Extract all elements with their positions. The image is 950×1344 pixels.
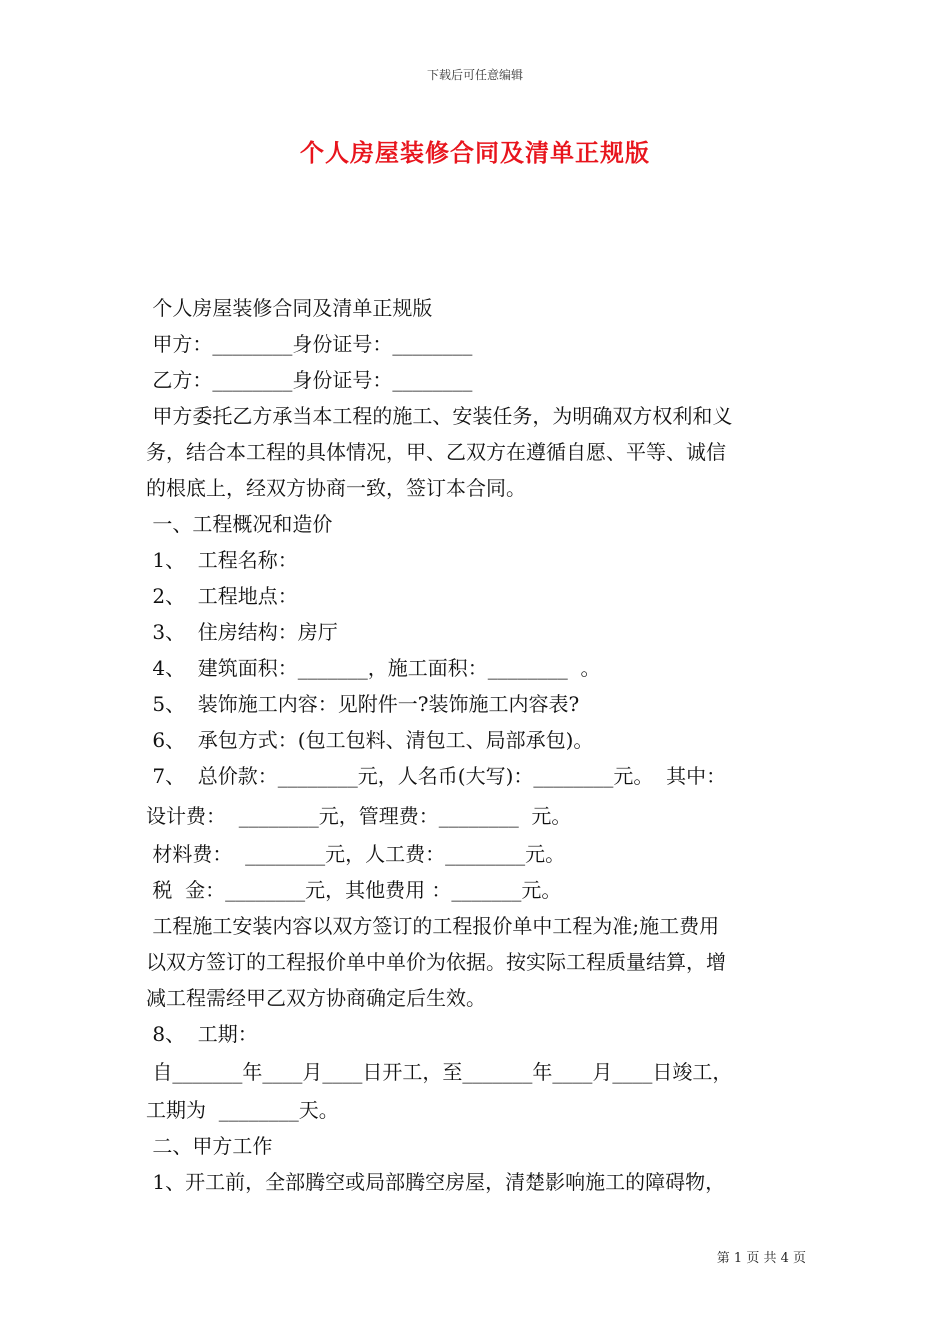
body-line: 5、 装饰施工内容：见附件一?装饰施工内容表? bbox=[146, 692, 580, 716]
body-line: 4、 建筑面积：_______，施工面积：________ 。 bbox=[146, 656, 601, 680]
body-line: 的根底上，经双方协商一致，签订本合同。 bbox=[146, 476, 526, 500]
section-heading: 一、工程概况和造价 bbox=[146, 512, 333, 536]
body-line: 甲方：________身份证号：________ bbox=[146, 332, 473, 356]
body-line: 工程施工安装内容以双方签订的工程报价单中工程为准;施工费用 bbox=[146, 914, 720, 938]
body-line: 6、 承包方式：(包工包料、清包工、局部承包)。 bbox=[146, 728, 594, 752]
body-line: 甲方委托乙方承当本工程的施工、安装任务，为明确双方权利和义 bbox=[146, 404, 733, 428]
body-line: 税 金：________元，其他费用 ：_______元。 bbox=[146, 878, 562, 902]
body-line: 设计费： ________元，管理费：________ 元。 bbox=[146, 804, 572, 828]
body-line: 自_______年____月____日开工，至_______年____月____日竣工， bbox=[146, 1060, 733, 1084]
body-line: 3、 住房结构：房厅 bbox=[146, 620, 338, 644]
page-footer: 第 1 页 共 4 页 bbox=[716, 1251, 806, 1266]
body-line: 乙方：________身份证号：________ bbox=[146, 368, 473, 392]
body-line: 7、 总价款：________元，人名币(大写)：________元。 其中： bbox=[146, 764, 727, 788]
body-line: 2、 工程地点： bbox=[146, 584, 298, 608]
body-line: 个人房屋装修合同及清单正规版 bbox=[146, 296, 433, 320]
body-line: 工期为 ________天。 bbox=[146, 1098, 339, 1122]
body-line: 减工程需经甲乙双方协商确定后生效。 bbox=[146, 986, 486, 1010]
body-line: 1、开工前，全部腾空或局部腾空房屋，清楚影响施工的障碍物， bbox=[146, 1170, 726, 1194]
body-line: 务，结合本工程的具体情况，甲、乙双方在遵循自愿、平等、诚信 bbox=[146, 440, 726, 464]
header-note: 下载后可任意编辑 bbox=[426, 68, 523, 82]
body-line: 材料费： ________元，人工费：________元。 bbox=[146, 842, 566, 866]
body-line: 以双方签订的工程报价单中单价为依据。按实际工程质量结算，增 bbox=[146, 950, 726, 974]
document-title: 个人房屋装修合同及清单正规版 bbox=[300, 138, 650, 167]
body-line: 1、 工程名称： bbox=[146, 548, 298, 572]
section-heading: 二、甲方工作 bbox=[146, 1134, 273, 1158]
body-line: 8、 工期： bbox=[146, 1022, 258, 1046]
